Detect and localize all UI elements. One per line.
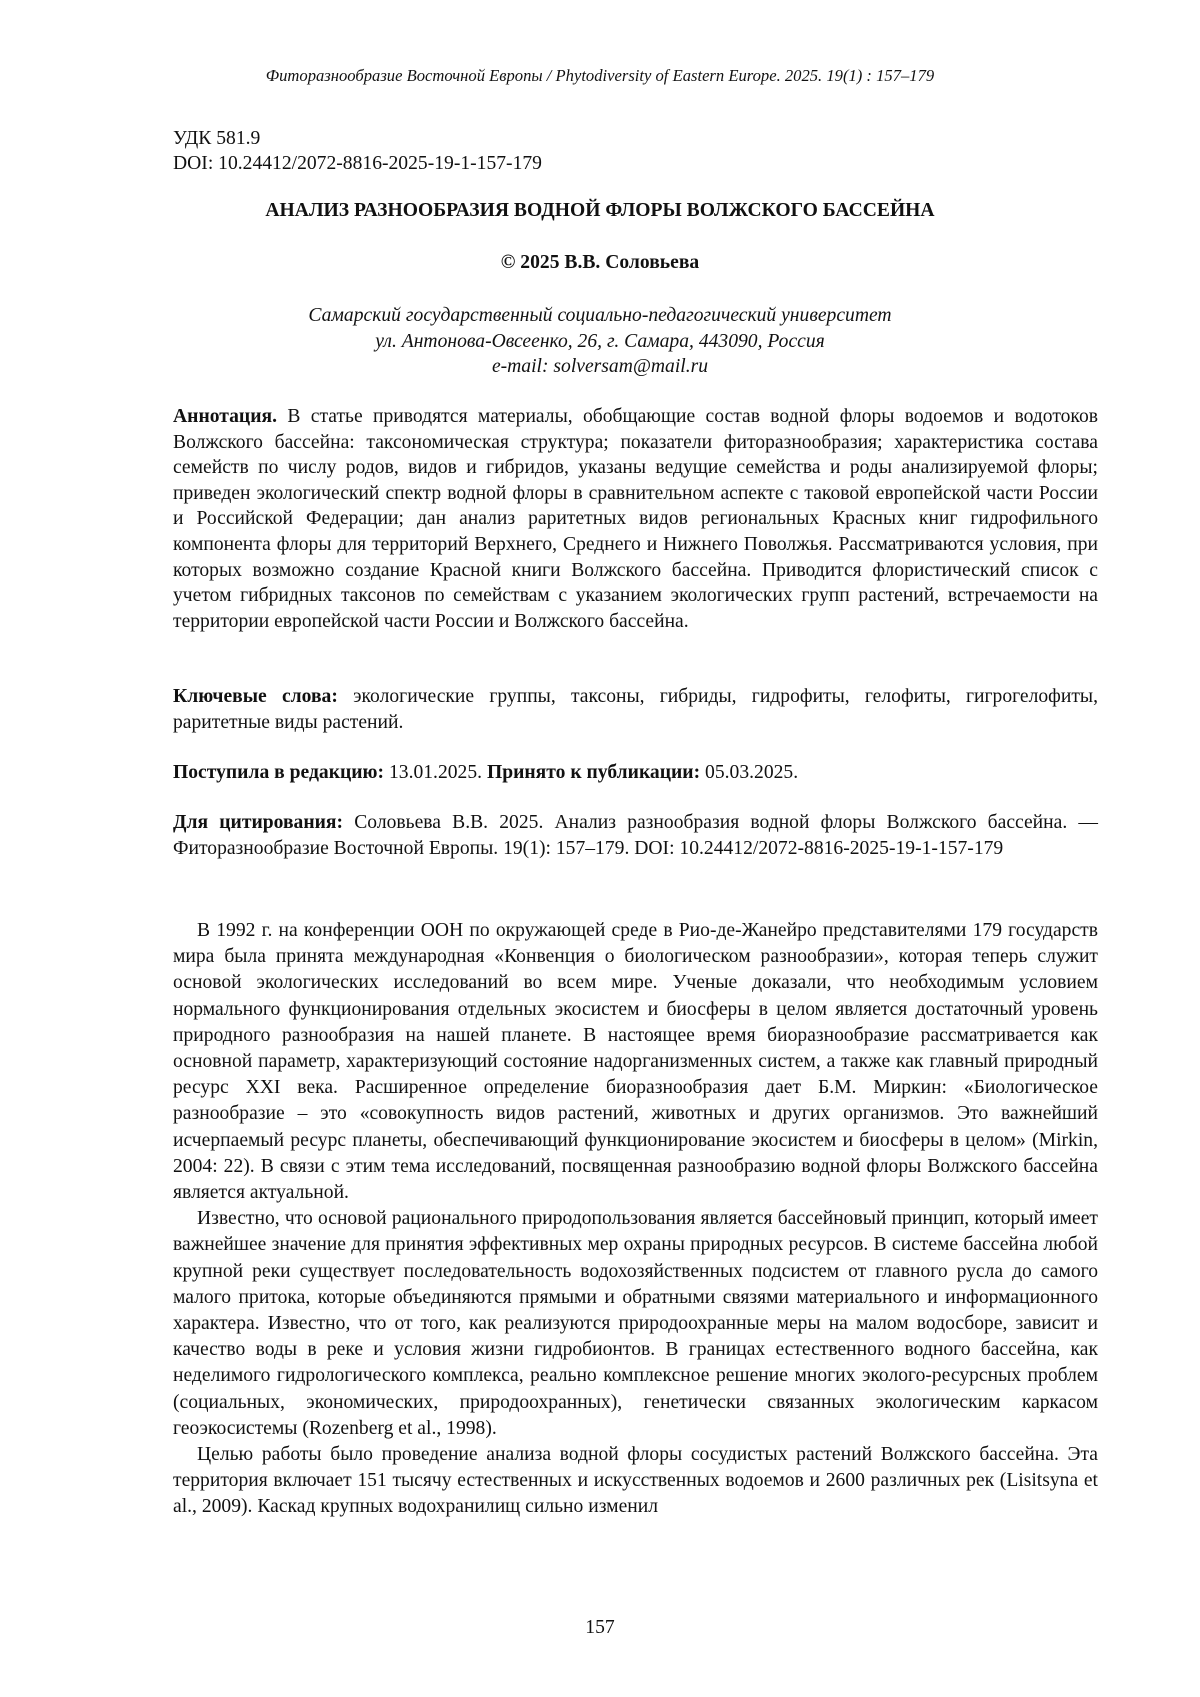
abstract bbox=[173, 404, 1098, 634]
accepted-label: Принято к публикации: bbox=[486, 762, 701, 783]
body-paragraph: В 1992 г. на конференции ООН по окружающей среде в Рио-де-Жанейро представителями 179 государств мира была принята международная «Конвенция о биологическом разнообразии», которая теперь служит основой экологических исследований во всем мире. Ученые доказали, что необходимым условием нормального функционирования отдельных экосистем и биосферы в целом является достаточный уровень природного разнообразия на нашей планете. В настоящее время биоразнообразие рассматривается как основной параметр, характеризующий состояние надорганизменных систем, а также как главный природный ресурс XXI века. Расширенное определение биоразнообразия дает Б.М. Миркин: «Биологическое разнообразие – это «совокупность видов растений, животных и других организмов. Это важнейший исчерпаемый ресурс планеты, обеспечивающий функционирование экосистем и биосферы в целом» (Mirkin, 2004: 22). В связи с этим тема исследований, посвященная разнообразию водной флоры Волжского бассейна является актуальной. bbox=[173, 920, 1098, 1204]
udc-code: УДК 581.9 bbox=[173, 128, 261, 149]
affiliation-institution: Самарский государственный социально-педагогический университет bbox=[308, 305, 892, 326]
affiliation bbox=[173, 303, 1027, 380]
body-paragraph: Целью работы было проведение анализа водной флоры сосудистых растений Волжского бассейна. Эта территория включает 151 тысячу естественных и искусственных водоемов и 2600 различных рек (Lisitsyna et al., 2009). Каскад крупных водохранилищ сильно изменил bbox=[173, 1444, 1098, 1518]
citation-text: Соловьева В.В. 2025. Анализ разнообразия водной флоры Волжского бассейна. — Фиторазнообразие Восточной Европы. 19(1): 157–179. DOI: 10.24412/2072-8816-2025-19-1-157-179 bbox=[173, 812, 1098, 859]
abstract-label: Аннотация. bbox=[173, 406, 278, 427]
article-title: АНАЛИЗ РАЗНООБРАЗИЯ ВОДНОЙ ФЛОРЫ ВОЛЖСКОГО БАССЕЙНА bbox=[265, 200, 935, 221]
citation bbox=[173, 810, 1098, 861]
body-paragraph: Известно, что основой рационального природопользования является бассейновый принцип, который имеет важнейшее значение для принятия эффективных мер охраны природных ресурсов. В системе бассейна любой крупной реки существует последовательность водохозяйственных подсистем от главного русла до самого малого притока, которые объединяются прямыми и обратными связями материального и информационного характера. Известно, что от того, как реализуются природоохранные меры на малом водосборе, зависит и качество воды в реке и условия жизни гидробионтов. В границах естественного водного бассейна, как неделимого гидрологического комплекса, реально комплексное решение многих эколого-ресурсных проблем (социальных, экономических, природоохранных), генетически связанных экологическим каркасом геоэкосистемы (Rozenberg et al., 1998). bbox=[173, 1208, 1098, 1439]
affiliation-address: ул. Антонова-Овсеенко, 26, г. Самара, 443090, Россия bbox=[375, 330, 825, 352]
citation-label: Для цитирования: bbox=[173, 812, 344, 833]
keywords bbox=[173, 684, 1098, 735]
submission-dates bbox=[173, 760, 1098, 786]
article-author: © 2025 В.В. Соловьева bbox=[500, 252, 700, 273]
received-label: Поступила в редакцию: bbox=[173, 762, 385, 783]
doi: DOI: 10.24412/2072-8816-2025-19-1-157-179 bbox=[173, 153, 542, 174]
article-meta bbox=[173, 126, 542, 176]
article-body bbox=[173, 918, 1098, 1521]
running-header: Фиторазнообразие Восточной Европы / Phytodiversity of Eastern Europe. 2025. 19(1) : 157–179 bbox=[265, 66, 935, 85]
accepted-date: 05.03.2025. bbox=[705, 762, 799, 783]
keywords-text: экологические группы, таксоны, гибриды, гидрофиты, гелофиты, гигрогелофиты, раритетные виды растений. bbox=[173, 686, 1098, 733]
affiliation-email: e-mail: solversam@mail.ru bbox=[491, 356, 709, 377]
received-date: 13.01.2025. bbox=[388, 762, 483, 783]
abstract-text: В статье приводятся материалы, обобщающие состав водной флоры водоемов и водотоков Волжского бассейна: таксономическая структура; показатели фиторазнообразия; характеристика состава семейств по числу родов, видов и гибридов, указаны ведущие семейства и роды анализируемой флоры; приведен экологический спектр водной флоры в сравнительном аспекте с таковой европейской части России и Российской Федерации; дан анализ раритетных видов региональных Красных книг гидрофильного компонента флоры для территорий Верхнего, Среднего и Нижнего Поволжья. Рассматриваются условия, при которых возможно создание Красной книги Волжского бассейна. Приводится флористический список с учетом гибридных таксонов по семействам с указанием экологических групп растений, встречаемости на территории европейской части России и Волжского бассейна. bbox=[173, 406, 1098, 632]
keywords-label: Ключевые слова: bbox=[173, 686, 338, 707]
page-number: 157 bbox=[585, 1617, 615, 1638]
